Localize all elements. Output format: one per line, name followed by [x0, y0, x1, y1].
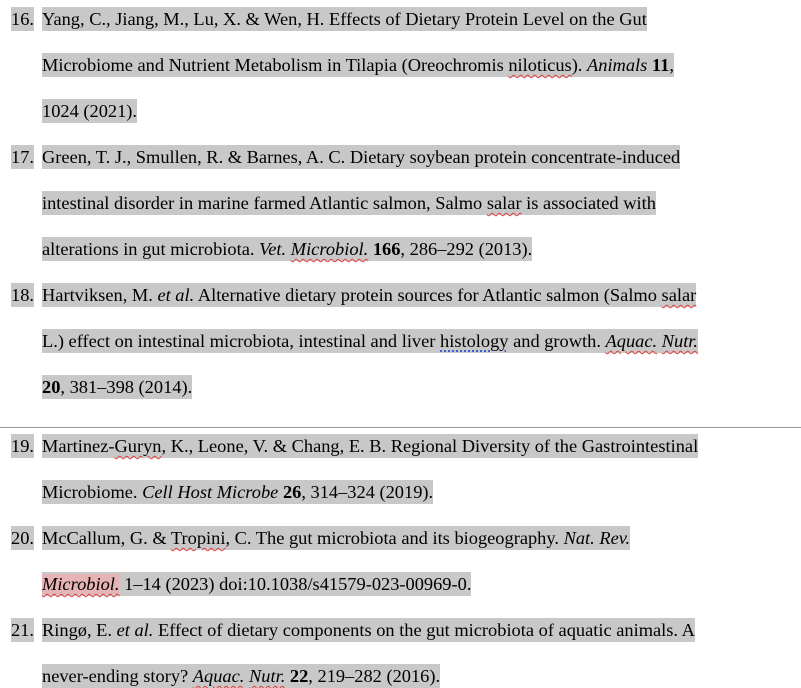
reference-number: 17. — [11, 147, 34, 167]
text-segment: McCallum, G. & — [42, 528, 171, 548]
reference-number: 16. — [11, 9, 34, 29]
text-segment: Effect of dietary components on the gut microbiota of aquatic animals. A — [153, 620, 695, 640]
reference-number: 19. — [11, 436, 34, 456]
reference-number: 21. — [11, 620, 34, 640]
reference-text — [42, 99, 137, 123]
text-segment: Vet. — [259, 239, 287, 259]
text-segment: Green, T. J., Smullen, R. & Barnes, A. C. Dietary soybean protein concentrate-induced — [42, 147, 681, 167]
grammar-flag: histology — [440, 331, 509, 351]
text-segment: never-ending story? — [42, 666, 193, 686]
text-segment: Ringø, E. — [42, 620, 117, 640]
spelling-flag: Microbiol. — [290, 239, 369, 259]
text-segment: Microbiome and Nutrient Metabolism in Tilapia (Oreochromis — [42, 55, 509, 75]
reference-number: 20. — [11, 528, 34, 548]
text-segment: 166 — [372, 239, 401, 259]
reference-text — [42, 480, 433, 504]
text-segment: , K., Leone, V. & Chang, E. B. Regional Diversity of the Gastrointestinal — [161, 436, 699, 456]
text-segment: is associated with — [521, 193, 656, 213]
text-segment: , 314–324 (2019). — [301, 482, 434, 502]
reference-text — [42, 283, 696, 307]
text-segment: Microbiome. — [42, 482, 143, 502]
reference-text — [42, 664, 440, 688]
reference-text — [42, 375, 192, 399]
text-segment: 20 — [42, 377, 61, 397]
text-segment: 1024 (2021). — [42, 101, 138, 121]
text-segment: 26 — [282, 482, 302, 502]
spelling-flag: salar — [486, 193, 522, 213]
spelling-flag: Tropini — [170, 528, 226, 548]
reference-text — [42, 618, 695, 642]
text-segment: Yang, C., Jiang, M., Lu, X. & Wen, H. Effects of Dietary Protein Level on the Gut — [42, 9, 647, 29]
text-segment: et al. — [116, 620, 154, 640]
reference-text — [42, 191, 656, 215]
reference-text — [42, 434, 698, 458]
reference-text — [42, 53, 674, 77]
text-segment: Hartviksen, M. — [42, 285, 158, 305]
text-segment: , 219–282 (2016). — [308, 666, 441, 686]
reference-text — [42, 237, 532, 261]
reference-text — [42, 526, 630, 550]
text-segment: , C. The gut microbiota and its biogeography. — [225, 528, 564, 548]
text-segment: Martinez- — [42, 436, 115, 456]
text-segment: , — [669, 55, 674, 75]
reference-text — [42, 329, 698, 353]
spelling-flag: Nutr. — [249, 666, 286, 686]
reference-number: 18. — [11, 285, 34, 305]
text-segment: , 381–398 (2014). — [60, 377, 193, 397]
text-segment: 11 — [651, 55, 670, 75]
text-segment: Alternative dietary protein sources for Atlantic salmon (Salmo — [194, 285, 662, 305]
spelling-flag: Aquac. — [192, 666, 245, 686]
text-segment: Animals — [587, 55, 648, 75]
text-segment: , 286–292 (2013). — [400, 239, 533, 259]
text-segment: 1–14 (2023) doi:10.1038/s41579-023-00969-0. — [119, 574, 472, 594]
reference-text — [42, 145, 680, 169]
text-segment: ). — [571, 55, 588, 75]
spelling-flag: Nutr. — [661, 331, 699, 351]
reference-text — [42, 572, 471, 596]
text-segment: 22 — [289, 666, 309, 686]
spelling-flag: Microbiol. — [42, 574, 120, 594]
page-break-line — [0, 427, 801, 428]
spelling-flag: Guryn — [114, 436, 162, 456]
text-segment: L.) effect on intestinal microbiota, intestinal and liver — [42, 331, 441, 351]
text-segment: et al. — [157, 285, 195, 305]
text-segment: Cell Host Microbe — [142, 482, 279, 502]
spelling-flag: salar — [661, 285, 697, 305]
text-segment: and growth. — [508, 331, 606, 351]
spelling-flag: Aquac. — [605, 331, 658, 351]
reference-text — [42, 7, 647, 31]
text-segment: intestinal disorder in marine farmed Atlantic salmon, Salmo — [42, 193, 487, 213]
text-segment: Nat. Rev. — [563, 528, 631, 548]
spelling-flag: niloticus — [508, 55, 572, 75]
text-segment: alterations in gut microbiota. — [42, 239, 260, 259]
